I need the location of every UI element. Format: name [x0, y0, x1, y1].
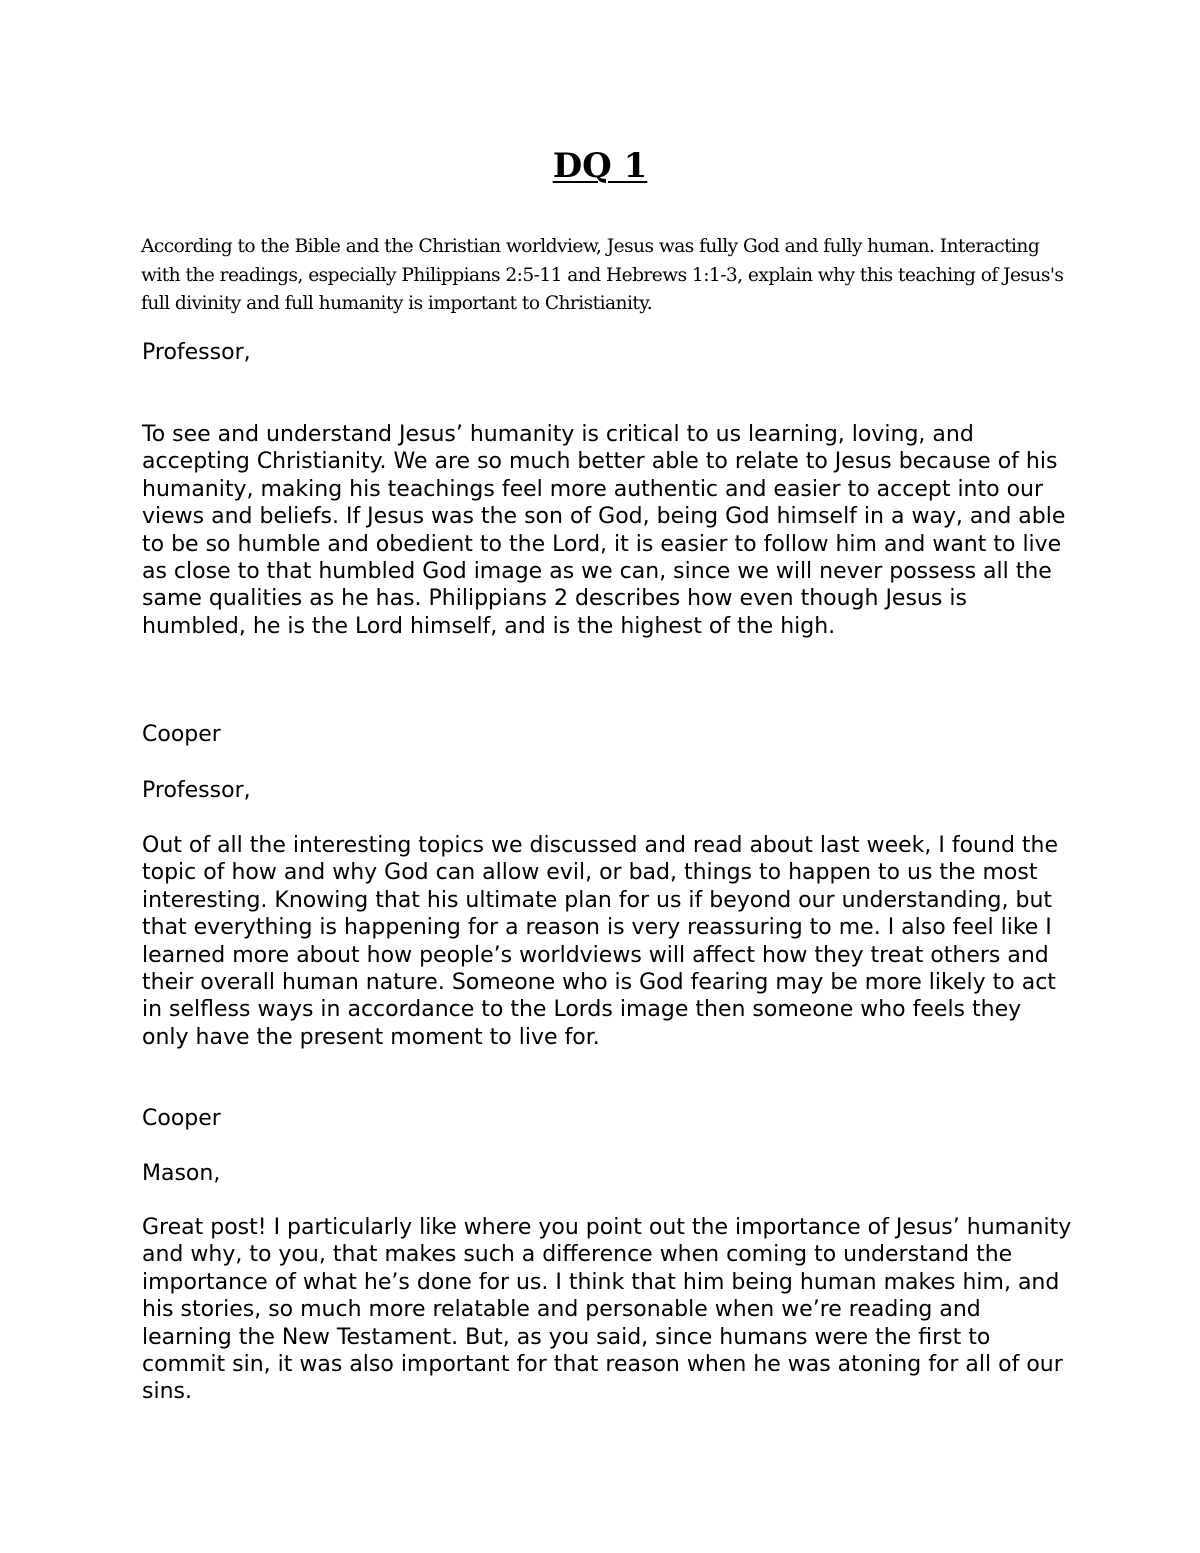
reply-salutation: Mason, [142, 1161, 221, 1186]
post1-signature: Cooper [142, 722, 221, 747]
discussion-prompt: According to the Bible and the Christian worldview, Jesus was fully God and fully human. Interacting with the readings, especially Philippians 2:5-11 and Hebrews 1:1-3, explain why this teaching of Jesus's full divinity and full humanity is important to Christianity. [141, 236, 1064, 314]
page-title: DQ 1 [552, 146, 648, 186]
reply-body: Great post! I particularly like where you point out the importance of Jesus’ humanity and why, to you, that makes such a difference when coming to understand the importance of what he’s done for us. I think that him being human makes him, and his stories, so much more relatable and personable when we’re reading and learning the New Testament. But, as you said, since humans were the first to commit sin, it was also important for that reason when he was atoning for all of our sins. [142, 1215, 1072, 1405]
post2-signature: Cooper [142, 1106, 221, 1131]
post2-salutation: Professor, [142, 778, 251, 803]
post1-salutation: Professor, [142, 340, 251, 365]
post1-body: To see and understand Jesus’ humanity is critical to us learning, loving, and accepting Christianity. We are so much better able to relate to Jesus because of his humanity, making his teachings feel more authentic and easier to accept into our views and beliefs. If Jesus was the son of God, being God himself in a way, and able to be so humble and obedient to the Lord, it is easier to follow him and want to live as close to that humbled God image as we can, since we will never possess all the same qualities as he has. Philippians 2 describes how even though Jesus is humbled, he is the Lord himself, and is the highest of the high. [142, 422, 1066, 639]
post2-body: Out of all the interesting topics we discussed and read about last week, I found the topic of how and why God can allow evil, or bad, things to happen to us the most interesting. Knowing that his ultimate plan for us if beyond our understanding, but that everything is happening for a reason is very reassuring to me. I also feel like I learned more about how people’s worldviews will affect how they treat others and their overall human nature. Someone who is God fearing may be more likely to act in selfless ways in accordance to the Lords image then someone who feels they only have the present moment to live for. [142, 833, 1059, 1050]
